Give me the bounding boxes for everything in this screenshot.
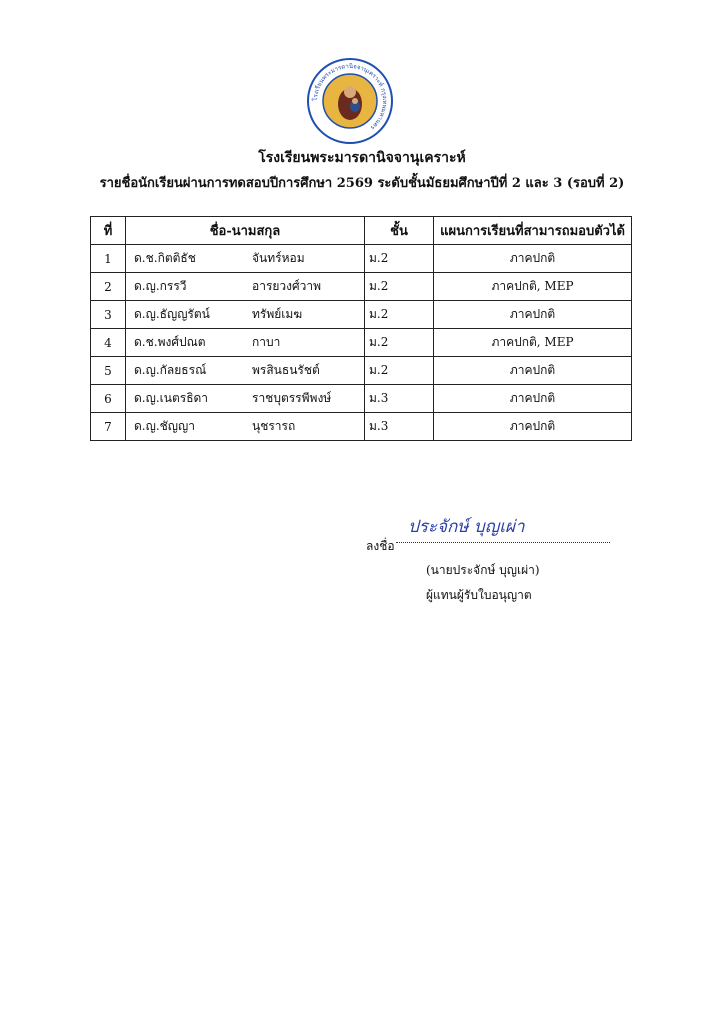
first-name: ด.ญ.กัลยธรณ์: [134, 363, 207, 377]
handwritten-signature-text: ประจักษ์ บุญเผ่า: [408, 517, 525, 537]
school-name: โรงเรียนพระมารดานิจจานุเคราะห์: [258, 150, 466, 166]
last-name: ทรัพย์เมฆ: [252, 307, 303, 321]
last-name: อารยวงศ์วาพ: [252, 279, 322, 293]
table-row: [91, 357, 632, 385]
row-plan: ภาคปกติ: [434, 301, 632, 329]
row-no: 5: [91, 357, 126, 385]
table-header-row: [91, 217, 632, 245]
row-no: 2: [91, 273, 126, 301]
table-row: [91, 245, 632, 273]
last-name: กาบา: [252, 335, 281, 349]
signer-name: (นายประจักษ์ บุญเผ่า): [426, 563, 540, 577]
table-row: [91, 385, 632, 413]
row-plan: ภาคปกติ, MEP: [434, 329, 632, 357]
first-name: ด.ช.พงศ์ปณต: [134, 335, 206, 349]
header-grade: ชั้น: [365, 217, 434, 245]
row-name: [126, 385, 365, 413]
row-grade: ม.2: [365, 357, 434, 385]
signature-label: ลงชื่อ: [366, 539, 395, 553]
last-name: นุชรารถ: [252, 419, 296, 433]
row-no: 3: [91, 301, 126, 329]
row-no: 1: [91, 245, 126, 273]
logo-text: โรงเรียนพระมารดานิจจานุเคราะห์ กรุงเทพมหานคร: [311, 62, 389, 131]
row-no: 4: [91, 329, 126, 357]
row-name: [126, 413, 365, 441]
row-grade: ม.2: [365, 273, 434, 301]
first-name: ด.ญ.ชัญญา: [134, 419, 195, 433]
table-row: [91, 413, 632, 441]
row-plan: ภาคปกติ: [434, 245, 632, 273]
last-name: พรสินธนรัชต์: [252, 363, 320, 377]
row-name: [126, 329, 365, 357]
header-no: ที่: [91, 217, 126, 245]
table-row: [91, 273, 632, 301]
signature-block: [366, 510, 626, 620]
row-plan: ภาคปกติ: [434, 413, 632, 441]
row-grade: ม.3: [365, 385, 434, 413]
school-logo: [307, 58, 393, 144]
row-no: 7: [91, 413, 126, 441]
row-plan: ภาคปกติ: [434, 357, 632, 385]
first-name: ด.ญ.กรรวี: [134, 279, 187, 293]
first-name: ด.ช.กิตติธัช: [134, 251, 196, 265]
document-subtitle: รายชื่อนักเรียนผ่านการทดสอบปีการศึกษา 2569 ระดับชั้นมัธยมศึกษาปีที่ 2 และ 3 (รอบที่ 2): [99, 176, 625, 191]
row-plan: ภาคปกติ: [434, 385, 632, 413]
table-row: [91, 329, 632, 357]
row-grade: ม.3: [365, 413, 434, 441]
first-name: ด.ญ.ธัญญรัตน์: [134, 307, 210, 321]
header-plan: แผนการเรียนที่สามารถมอบตัวได้: [434, 217, 632, 245]
header-name: ชื่อ-นามสกุล: [126, 217, 365, 245]
handwritten-signature: [406, 510, 576, 546]
row-grade: ม.2: [365, 245, 434, 273]
row-name: [126, 301, 365, 329]
row-grade: ม.2: [365, 301, 434, 329]
last-name: ราชบุตรรพีพงษ์: [252, 391, 332, 405]
row-plan: ภาคปกติ, MEP: [434, 273, 632, 301]
row-name: [126, 357, 365, 385]
row-grade: ม.2: [365, 329, 434, 357]
last-name: จันทร์หอม: [252, 251, 305, 265]
table-row: [91, 301, 632, 329]
row-name: [126, 273, 365, 301]
signer-role: ผู้แทนผู้รับใบอนุญาต: [426, 588, 532, 602]
student-table: [90, 216, 632, 441]
row-name: [126, 245, 365, 273]
first-name: ด.ญ.เนตรธิดา: [134, 391, 209, 405]
row-no: 6: [91, 385, 126, 413]
signature-line: [396, 542, 610, 543]
